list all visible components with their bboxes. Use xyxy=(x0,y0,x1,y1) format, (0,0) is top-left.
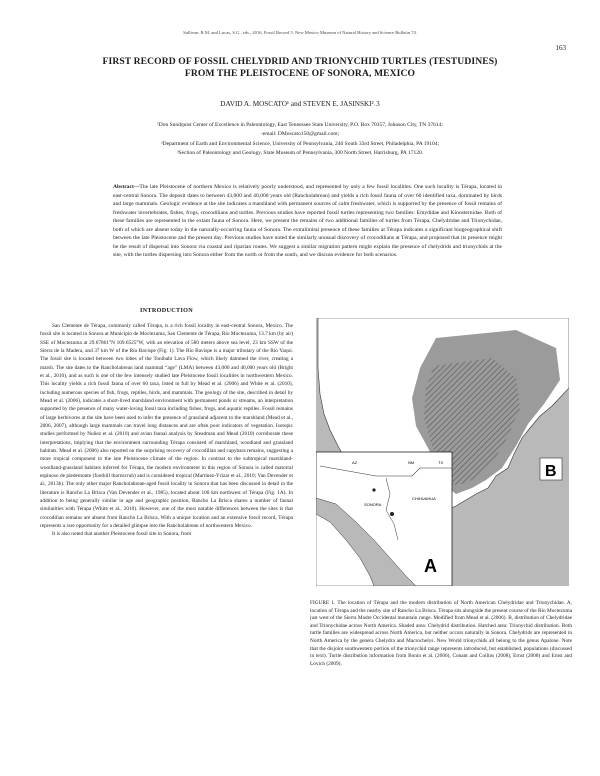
title-line-1: FIRST RECORD OF FOSSIL CHELYDRID AND TRIONYCHID TURTLES (TESTUDINES) xyxy=(102,56,498,67)
map-label-a: A xyxy=(424,556,437,576)
figure-1-map xyxy=(316,318,569,586)
map-label-b: B xyxy=(545,463,557,480)
affiliation-1: ¹Don Sundquist Center of Excellence in Paleontology, East Tennessee State University, P.O. Box 70357, Johnson City, TN 37614; xyxy=(157,122,443,128)
map-label-sonora: SONORA xyxy=(364,502,382,507)
affiliation-3: ³Section of Paleontology and Geology, State Museum of Pennsylvania, 300 North Street, Harrisburg, PA 17120. xyxy=(176,150,424,157)
section-heading-introduction: INTRODUCTION xyxy=(139,307,194,314)
page-number: 163 xyxy=(555,44,566,52)
intro-paragraph-1: San Clemente de Térapa, commonly called Térapa, is a rich fossil locality in east-central Sonora, Mexico. The fossil site is located in Sonora at Municipio de Moctezuma, San Clemente de Térapa, Río Moctezuma, 13.7 km (by air) SSE of Moctezuma at 29.67861°N 109.6525°W, with an elevation of 580 meters above sea level, 23 km SSW of the Sierra de la Madera, and 37 km W of the Río Bavispe (Fig. 1). The Río Bavispe is a major tributary of the Río Yaqui. The fossil site is located between two lobes of the Tonibabi Lava Flow, which likely dammed the river, creating a marsh. The site dates to the Rancholabrean land mammal “age” (LMA) between 43,000 and 40,000 years old (Bright et al., 2010), and as such is one of the few intensely studied late Pleistocene fossil localities in northwestern Mexico. This locality yields a rich fossil fauna of over 60 taxa, listed in full by Mead et al. (2006) and White et al. (2010), including numerous species of fish, frogs, reptiles, birds, and mammals. The geology of the site, described in detail by Mead et al. (2006), indicates a short-lived marshland environment with permanent ponds or streams, an interpretation supported by the presence of many water-loving fossil taxa including fishes, frogs, and aquatic reptiles. Fossil remains of large herbivores at the site have been used to infer the presence of grassland adjacent to the marshland (Mead et al., 2006, 2007), although large mammals can travel long distances and are often poor indicators of vegetation. Isotopic studies performed by Nuñez et al. (2010) and avian faunal analysis by Steadman and Mead (2010) corroborate these interpretations, implying that the environment surrounding Térapa consisted of marshland, woodland and grassland habitats. Mead et al. (2006) also reported on the surprising recovery of crocodilian and capybara remains, suggesting a more tropical component to the late Pleistocene climate of the region. In contrast to the subtropical marshland-woodland-grassland habitats inferred for Térapa, the modern environment in this region of Sonora is called matorral espinoso de piedemonte (foothill thornscrub) and is considered tropical (Martínez-Yrízar et al., 2010; Van Devender et al., 2013b). The only other major Rancholabrean-aged fossil locality in Sonora that has been discussed in detail in the literature is Rancho La Brisca (Van Devender et al., 1985), located about 100 km northwest of Térapa (Fig. 1A). In addition to being generally similar in age and geographic position, Rancho La Brisca shares a number of faunal similarities with Térapa (White et al., 2010). However, one of the most notable differences between the sites is that crocodilian remains are absent from Rancho La Brisca. With a unique location and an extensive fossil record, Térapa represents a rare opportunity for a detailed glimpse into the Rancholabrean of northwestern Mexico. xyxy=(40,323,293,529)
article-title xyxy=(40,56,560,79)
rancho-la-brisca-marker xyxy=(372,488,375,491)
abstract-label: Abstract— xyxy=(113,184,140,190)
map-label-tx: TX xyxy=(438,460,444,465)
figure-1-caption: FIGURE 1. The location of Térapa and the modern distribution of North American Chelydridae and Trionychidae. A, location of Térapa and the nearby site of Rancho La Brisca. Térapa sits alongside the present course of the Río Moctezuma just west of the Sierra Madre Occidental mountain range. Modified from Mead et al. (2006). B, distribution of Chelydridae and Trionychidae across North America. Shaded area: Chelydrid distribution. Hatched area: Trionychid distribution. Both turtle families are widespread across North America, but neither occurs naturally in Sonora. Chelydrids are represented in North America by the genera Chelydra and Macrochelys. New World trionychids all belong to the genus Apalone. Note that the disjoint southwestern portion of the trionychid range represents introduced, but established, populations (discussed in text). Turtle distribution information from Bonin et al. (2006), Conant and Collins (2008), Ernst (2008) and Ernst and Lovich (2009). xyxy=(310,600,572,667)
authors: DAVID A. MOSCATO¹ and STEVEN E. JASINSKI²˒3 xyxy=(220,100,380,108)
affiliation-2: ²Department of Earth and Environmental Science, University of Pennsylvania, 240 South 33rd Street, Philadelphia, PA 19104; xyxy=(160,140,440,147)
affiliation-email: -email: DMoscato150@gmail.com; xyxy=(260,131,340,138)
terapa-site-marker xyxy=(390,512,394,516)
map-label-az: AZ xyxy=(352,460,358,465)
affiliations xyxy=(40,121,560,159)
abstract-text: The late Pleistocene of northern Mexico is relatively poorly understood, and represented by only a few fossil localities. One such locality is Térapa, located in east-central Sonora. The deposit dates to between 43,000 and 40,000 years old (Rancholabrean) and yields a rich fossil fauna of over 60 identified taxa, dominated by birds and large mammals. Geologic evidence at the site indicates a marshland with permanent sources of calm freshwater, which is supported by the presence of fossil remains of freshwater invertebrates, fishes, frogs, crocodilians and turtles. Previous studies have reported fossil turtles representing two families: Emydidae and Kinosternidae. Both of these families are represented in the extant fauna of Sonora. Here, we present the remains of two additional families of turtles from Térapa, Chelydridae and Trionychidae, both of which are absent today in the naturally-occurring fauna of Sonora. The extralimital presence of these families at Térapa indicates a significant biogeographical shift between the late Pleistocene and the present day. Previous studies have noted the similarly unusual discovery of crocodilians at Térapa, and proposed that its presence might be the result of dispersal into Sonora via coastal and riparian routes. We suggest a similar migration pattern might explain the presence of chelydrids and trionychids at the site, with the turtles dispersing into Sonora either from the north or from the south, and we discuss evidence for both scenarios. xyxy=(113,184,502,258)
intro-paragraph-2: It is also noted that another Pleistocene fossil site in Sonora, from xyxy=(52,531,192,538)
abstract xyxy=(113,183,502,260)
map-label-chihuahua: CHIHUAHUA xyxy=(412,496,436,501)
map-label-nm: NM xyxy=(408,460,415,465)
running-head: Sullivan, R.M. and Lucas, S.G., eds., 2016, Fossil Record 5. New Mexico Museum of Natural History and Science Bulletin 74. xyxy=(183,30,417,35)
title-line-2: FROM THE PLEISTOCENE OF SONORA, MEXICO xyxy=(184,67,416,79)
introduction-body xyxy=(40,322,293,762)
